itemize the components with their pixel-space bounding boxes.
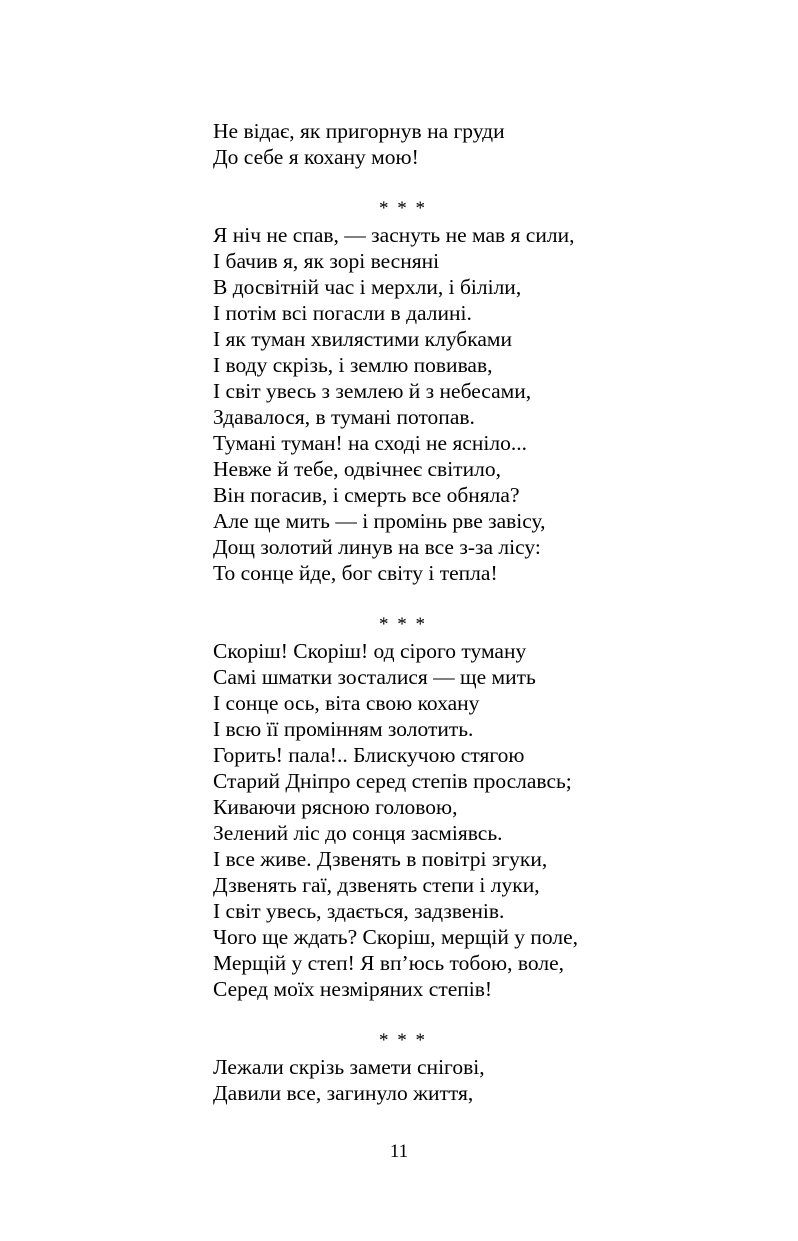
poem-line: Дощ золотий линув на все з-за лісу: (213, 535, 541, 559)
poem-line: І бачив я, як зорі весняні (213, 249, 440, 273)
poem-line: То сонце йде, бог світу і тепла! (213, 561, 498, 585)
poem-line: І як туман хвилястими клубками (213, 327, 513, 351)
poem-line: Давили все, загинуло життя, (213, 1081, 474, 1105)
poem-line: Але ще мить — і промінь рве завісу, (213, 509, 546, 533)
poem-line: Здавалося, в тумані потопав. (213, 405, 475, 429)
poem-line: І сонце ось, віта свою кохану (213, 691, 480, 715)
poem-body (213, 118, 733, 1106)
poem-line: І все живе. Дзвенять в повітрі згуки, (213, 847, 548, 871)
poem-line: Він погасив, і смерть все обняла? (213, 483, 520, 507)
poem-line: І світ увесь, здається, задзвенів. (213, 899, 505, 923)
poem-line: Я ніч не спав, — заснуть не мав я сили, (213, 223, 575, 247)
poem-line: Старий Дніпро серед степів прославсь; (213, 769, 572, 793)
poem-line: Горить! пала!.. Блискучою стягою (213, 743, 525, 767)
page-number: 11 (389, 1141, 409, 1162)
poem-line: Серед моїх незміряних степів! (213, 977, 493, 1001)
stanza (213, 118, 733, 170)
poem-line: Зелений ліс до сонця засміявсь. (213, 821, 503, 845)
stanza (213, 196, 733, 586)
poem-line: В досвітній час і мерхли, і біліли, (213, 275, 522, 299)
poem-line: І потім всі погасли в далині. (213, 301, 472, 325)
stanza-separator: * * * (379, 1030, 427, 1051)
poem-line: І воду скрізь, і землю повивав, (213, 353, 493, 377)
poem-line: І світ увесь з землею й з небесами, (213, 379, 532, 403)
poem-line: І всю її промінням золотить. (213, 717, 474, 741)
poem-line: Невже й тебе, одвічнеє світило, (213, 457, 501, 481)
poem-line: Не відає, як пригорнув на груди (213, 119, 505, 143)
poem-line: Тумані туман! на сході не ясніло... (213, 431, 527, 455)
stanza-separator: * * * (379, 198, 427, 219)
poem-line: Скоріш! Скоріш! од сірого туману (213, 639, 527, 663)
poem-line: До себе я кохану мою! (213, 145, 419, 169)
poem-line: Дзвенять гаї, дзвенять степи і луки, (213, 873, 540, 897)
stanza (213, 1028, 733, 1106)
poem-line: Киваючи рясною головою, (213, 795, 458, 819)
poem-line: Мерщій у степ! Я вп’юсь тобою, воле, (213, 951, 564, 975)
stanza-separator: * * * (379, 614, 427, 635)
poem-line: Самі шматки зосталися — ще мить (213, 665, 536, 689)
poem-line: Лежали скрізь замети снігові, (213, 1055, 485, 1079)
stanza (213, 612, 733, 1002)
poem-line: Чого ще ждать? Скоріш, мерщій у поле, (213, 925, 579, 949)
